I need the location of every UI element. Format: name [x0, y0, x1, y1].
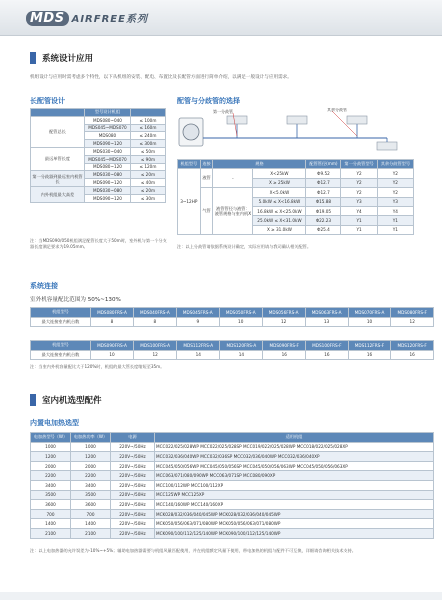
section-bar-icon — [30, 394, 36, 406]
t2-cap: X<5.0kW — [253, 188, 306, 197]
first-branch-label: 第一分歧管 — [213, 109, 233, 114]
header-bar — [0, 0, 442, 36]
t5-cell: 2100 — [71, 528, 111, 538]
heater-table — [30, 432, 434, 539]
t5-header: 电加热型号（W） — [31, 433, 71, 443]
indoor-heater-title: 内置电加热选型 — [30, 419, 79, 427]
t1-model: MDS090~120 — [85, 140, 131, 148]
t5-cell: 220V~/50Hz — [111, 490, 155, 500]
outdoor-fan-icon — [183, 124, 199, 140]
t1-model: MDS080 — [85, 132, 131, 140]
t2-b: Y1 — [377, 225, 413, 234]
t2-kind: 液管 — [200, 169, 213, 188]
t2-cap: 5.0kW ≤ X<16.8kW — [253, 197, 306, 206]
t2-dash: - — [213, 169, 253, 188]
table-row — [31, 442, 434, 452]
t1-value: ≤ 300m — [130, 140, 165, 148]
t1-value: ≤ 90m — [130, 155, 165, 163]
t2-header: 其余分歧管型号 — [377, 160, 413, 169]
piping-diagram — [177, 108, 414, 154]
t5-cell: 3400 — [31, 480, 71, 490]
t1-model: MDS090~120 — [85, 179, 131, 187]
t1-value: ≤ 100m — [130, 116, 165, 124]
t2-d: Φ19.05 — [306, 206, 341, 215]
t5-cell: 3600 — [31, 500, 71, 510]
table-row — [31, 490, 434, 500]
t5-cell: 1200 — [31, 452, 71, 462]
t5-cell: 2200 — [71, 471, 111, 481]
t3-value: 10 — [348, 317, 391, 327]
t1-group: 内外机组最大高差 — [31, 186, 85, 202]
t5-cell: 2000 — [31, 461, 71, 471]
table-row — [31, 471, 434, 481]
t2-d: Φ9.52 — [306, 169, 341, 178]
t5-header: 电加热功率（W） — [71, 433, 111, 443]
section-indoor-header — [30, 392, 102, 408]
t2-a: Y3 — [341, 197, 377, 206]
t2-cap: 16.8kW ≤ X<25.0kW — [253, 206, 306, 215]
brand-mds: MDS — [26, 11, 69, 26]
capacity-ratio: 室外机容量配比范围为 50%~130% — [30, 297, 121, 303]
t1-group: 配管总长 — [31, 116, 85, 147]
t1-value: ≤ 30m — [130, 194, 165, 202]
table-row — [31, 528, 434, 538]
section-bar-icon — [30, 52, 36, 64]
t5-cell: 700 — [31, 509, 71, 519]
t2-kind: 气管 — [200, 188, 213, 235]
t2-b: Y4 — [377, 206, 413, 215]
t1-group: 第一分歧器到最远室内机管长 — [31, 171, 85, 187]
t1-value: ≤ 50m — [130, 147, 165, 155]
indoor-unit-icon — [287, 116, 307, 124]
t5-cell: 220V~/50Hz — [111, 452, 155, 462]
t2-cap: X<25kW — [253, 169, 306, 178]
t4-model: MDS112FRS-F — [348, 341, 391, 351]
connect-table-1 — [30, 307, 434, 327]
t2-header: 机组型号 — [178, 160, 201, 169]
t3-head-label: 机组型号 — [31, 308, 91, 318]
t4-head-label: 机组型号 — [31, 341, 91, 351]
t1-model: MDS030~080 — [85, 171, 131, 179]
pipe-length-note: 注：当MDS090/050机组满足配管长度大于50m时，室外机与第一个分支器长度满足要求为19.05mm。 — [30, 238, 167, 249]
t4-value: 14 — [220, 350, 263, 360]
brand-series: AIRFREE系列 — [71, 14, 148, 25]
t3-model: MDS070FRS-A — [348, 308, 391, 318]
t4-model: MDS100FRS-A — [134, 341, 177, 351]
t2-a: Y1 — [341, 216, 377, 225]
t2-a: Y1 — [341, 225, 377, 234]
indoor-unit-icon — [347, 116, 367, 124]
t5-cell: MCC022/025/028WP MCC022/025/028SP MCC019/022/025/028WP MCC018/022/025/028XP — [155, 442, 434, 452]
t5-cell: 220V~/50Hz — [111, 528, 155, 538]
t1-model: MDS080~120 — [85, 163, 131, 171]
t5-cell: 1000 — [31, 442, 71, 452]
t5-cell: 3600 — [71, 500, 111, 510]
t5-cell: MCC045/050/056WP MCC045/050/056SP MCC045/050/056/063WP MCC045/050/056/063XP — [155, 461, 434, 471]
indoor-unit-icon — [377, 142, 397, 150]
t3-value: 8 — [133, 317, 176, 327]
t3-value: 13 — [305, 317, 348, 327]
t2-cap: X ≥ 25kW — [253, 178, 306, 187]
t5-cell: 3500 — [71, 490, 111, 500]
t5-cell: MCK050/056/063/071/080WP MCK050/056/063/071/080WP — [155, 519, 434, 529]
section-design-header — [30, 50, 93, 66]
t3-value: 8 — [91, 317, 134, 327]
t5-cell: MCC100/112WP MCC100/112XP — [155, 480, 434, 490]
t2-cap: 25.0kW ≤ X<31.0kW — [253, 216, 306, 225]
t5-cell: 220V~/50Hz — [111, 442, 155, 452]
other-branch-label: 其余分歧管 — [327, 108, 347, 112]
t1-model: MDS030~040 — [85, 147, 131, 155]
t1-value: ≤ 40m — [130, 179, 165, 187]
t5-cell: MCC063/071/080/090WP MCC063/071SP MCC080/090XP — [155, 471, 434, 481]
t3-value: 9 — [176, 317, 219, 327]
t5-cell: 220V~/50Hz — [111, 471, 155, 481]
t3-model: MDS045FRS-A — [176, 308, 219, 318]
t2-b: Y2 — [377, 188, 413, 197]
t2-a: Y2 — [341, 178, 377, 187]
t1-group: 最远单管长度 — [31, 147, 85, 170]
page-footer — [0, 592, 442, 600]
t4-value: 10 — [91, 350, 134, 360]
branch-note: 注：以上分歧管请依据系统设计确定，实际应用请与我司确认相关配管。 — [177, 244, 312, 249]
t2-a: Y2 — [341, 169, 377, 178]
table-row — [31, 480, 434, 490]
t1-model: MDS090~120 — [85, 194, 131, 202]
t4-model: MDS120FRS-A — [220, 341, 263, 351]
t5-cell: 1200 — [71, 452, 111, 462]
branch-title: 配管与分歧管的选择 — [177, 97, 240, 105]
t2-b: Y2 — [377, 178, 413, 187]
t2-b: Y3 — [377, 197, 413, 206]
t1-value: ≤ 20m — [130, 186, 165, 194]
t5-cell: MCK090/100/112/125/140WP MCK090/100/112/125/140WP — [155, 528, 434, 538]
branch-table — [177, 159, 414, 235]
t4-model: MDS090FRS-A — [91, 341, 134, 351]
t5-cell: 3500 — [31, 490, 71, 500]
intro-paragraph: 机组设计与应用时需考虑多个特性，以下从机组的安装、配电、布置比及长配管方面进行简单介绍，以满足一般设计与应用需求。 — [30, 75, 292, 80]
table-row — [31, 452, 434, 462]
t3-value: 10 — [219, 317, 262, 327]
t4-value: 12 — [134, 350, 177, 360]
t1-header-empty — [31, 109, 85, 117]
heater-note: 注：以上电加热器的允许误差为-10%~+5%；辅助电加热器需要与机组风量匹配使用，并在机组额定风量下使用，带电加热的机组与配件不可互换，详细请咨询相关技术支持。 — [30, 548, 356, 553]
t2-cap: X ≥ 31.0kW — [253, 225, 306, 234]
t4-value: 16 — [348, 350, 391, 360]
t3-model: MDS050FRS-A — [219, 308, 262, 318]
t1-value: ≤ 20m — [130, 171, 165, 179]
t5-cell: 1000 — [71, 442, 111, 452]
t2-d: Φ12.7 — [306, 188, 341, 197]
t5-cell: 2200 — [31, 471, 71, 481]
t5-cell: 3400 — [71, 480, 111, 490]
brand-logo — [26, 10, 148, 26]
t4-value: 14 — [177, 350, 220, 360]
t2-b: Y2 — [377, 169, 413, 178]
t3-model: MDS056FRS-A — [262, 308, 305, 318]
t5-cell: 700 — [71, 509, 111, 519]
t5-cell: 220V~/50Hz — [111, 500, 155, 510]
t5-cell: 1400 — [71, 519, 111, 529]
t4-row-label: 最大连接室内机台数 — [31, 350, 91, 360]
t1-model: MDS080~040 — [85, 116, 131, 124]
section-indoor-title: 室内机选型配件 — [42, 396, 102, 406]
connect-table-2 — [30, 340, 434, 360]
t3-model: MDS040FRS-A — [133, 308, 176, 318]
table-row — [31, 500, 434, 510]
t5-cell: 2000 — [71, 461, 111, 471]
t1-header-model: 型号设计机组 — [85, 109, 131, 117]
t3-model: MDS080FRS-A — [91, 308, 134, 318]
t2-a: Y4 — [341, 206, 377, 215]
t2-header: 连接 — [200, 160, 213, 169]
t5-cell: MCK028/032/036/040/045WP MCK028/032/036/040/045WP — [155, 509, 434, 519]
t1-value: ≤ 160m — [130, 124, 165, 132]
t2-d: Φ12.7 — [306, 178, 341, 187]
t4-model: MDS090FRS-F — [263, 341, 306, 351]
t4-value: 16 — [306, 350, 349, 360]
t2-header: 第一分歧管型号 — [341, 160, 377, 169]
t4-model: MDS100FRS-F — [306, 341, 349, 351]
t5-cell: 220V~/50Hz — [111, 509, 155, 519]
pipe-length-table — [30, 108, 166, 203]
table-row — [31, 461, 434, 471]
t5-cell: 220V~/50Hz — [111, 480, 155, 490]
t2-b: Y1 — [377, 216, 413, 225]
t4-value: 16 — [391, 350, 434, 360]
t5-cell: 2100 — [31, 528, 71, 538]
t1-model: MDS045~MDS070 — [85, 155, 131, 163]
t5-cell: 220V~/50Hz — [111, 519, 155, 529]
t1-value: ≤ 240m — [130, 132, 165, 140]
t2-d: Φ25.4 — [306, 225, 341, 234]
t5-header: 电源 — [111, 433, 155, 443]
t5-header: 适用机组 — [155, 433, 434, 443]
t5-cell: 1400 — [31, 519, 71, 529]
t2-header: 配管管径(mm) — [306, 160, 341, 169]
t2-d: Φ15.88 — [306, 197, 341, 206]
table-row — [31, 519, 434, 529]
section-connect-header — [30, 278, 58, 294]
indoor-unit-icon — [227, 116, 247, 124]
t2-mid-label: 液管管径与液管：液管规格与室内机X — [213, 188, 253, 235]
connect-note: 注：当室内外机容量配比大于120%时，机组的最大管长度缩短至35m。 — [30, 364, 165, 369]
t3-value: 12 — [391, 317, 434, 327]
t5-cell: MCC125WP MCC125XP — [155, 490, 434, 500]
t2-header: 规格 — [213, 160, 306, 169]
t3-model: MDS080FRS-F — [391, 308, 434, 318]
t2-spec: 3~12HP — [178, 169, 201, 235]
t2-a: Y2 — [341, 188, 377, 197]
section-connect-title: 系统连接 — [30, 282, 58, 290]
pipe-length-title: 长配管设计 — [30, 97, 65, 105]
t4-model: MDS112FRS-A — [177, 341, 220, 351]
t3-model: MDS063FRS-A — [305, 308, 348, 318]
t4-value: 16 — [263, 350, 306, 360]
t2-d: Φ22.23 — [306, 216, 341, 225]
t1-model: MDS045~MDS070 — [85, 124, 131, 132]
t5-cell: 220V~/50Hz — [111, 461, 155, 471]
t4-model: MDS120FRS-F — [391, 341, 434, 351]
t5-cell: MCC140/160WP MCC140/160XP — [155, 500, 434, 510]
t1-model: MDS030~080 — [85, 186, 131, 194]
t3-row-label: 最大连接室内机台数 — [31, 317, 91, 327]
table-row — [31, 509, 434, 519]
section-design-title: 系统设计应用 — [42, 54, 94, 64]
t1-value: ≤ 120m — [130, 163, 165, 171]
t5-cell: MCC032/036/040WP MCC032/036SP MCC032/036/040WP MCC032/036/040XP — [155, 452, 434, 462]
t1-header-value — [130, 109, 165, 117]
t3-value: 12 — [262, 317, 305, 327]
